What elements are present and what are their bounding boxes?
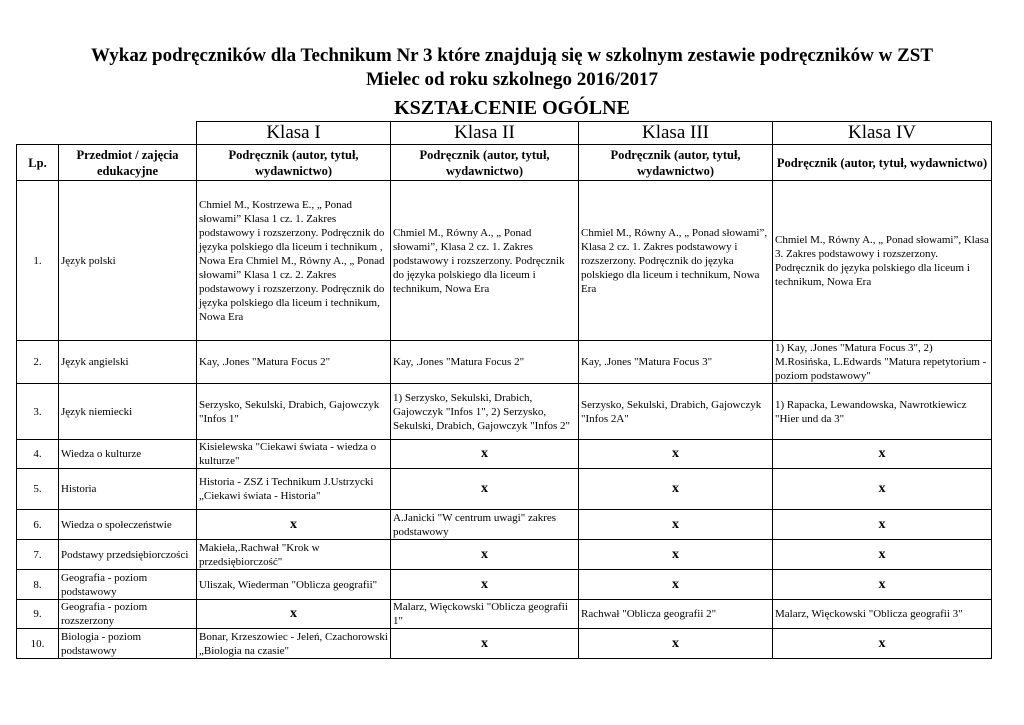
textbook-cell-klasa-4: Malarz, Więckowski "Oblicza geografii 3" bbox=[773, 600, 992, 629]
textbook-cell-klasa-3: Kay, .Jones "Matura Focus 3" bbox=[579, 341, 773, 384]
row-number: 8. bbox=[17, 570, 59, 600]
not-applicable-mark: x bbox=[579, 570, 773, 600]
textbook-table bbox=[16, 121, 992, 659]
not-applicable-mark: x bbox=[579, 540, 773, 570]
header-lp: Lp. bbox=[17, 145, 59, 181]
not-applicable-mark: x bbox=[391, 440, 579, 469]
header-book-klasa-1: Podręcznik (autor, tytuł, wydawnictwo) bbox=[197, 145, 391, 181]
header-subject: Przedmiot / zajęcia edukacyjne bbox=[59, 145, 197, 181]
textbook-cell-klasa-1: Uliszak, Wiederman "Oblicza geografii" bbox=[197, 570, 391, 600]
textbook-cell-klasa-1: Makieła,.Rachwał "Krok w przedsiębiorczość" bbox=[197, 540, 391, 570]
table-row bbox=[17, 440, 992, 469]
subject-cell: Język niemiecki bbox=[59, 384, 197, 440]
not-applicable-mark: x bbox=[579, 440, 773, 469]
textbook-cell-klasa-3: Rachwał "Oblicza geografii 2" bbox=[579, 600, 773, 629]
header-book-klasa-4: Podręcznik (autor, tytuł, wydawnictwo) bbox=[773, 145, 992, 181]
textbook-cell-klasa-1: Historia - ZSZ i Technikum J.Ustrzycki „Ciekawi świata - Historia" bbox=[197, 469, 391, 510]
header-klasa-1: Klasa I bbox=[197, 122, 391, 145]
textbook-cell-klasa-2: Kay, .Jones "Matura Focus 2" bbox=[391, 341, 579, 384]
subject-cell: Wiedza o kulturze bbox=[59, 440, 197, 469]
textbook-cell-klasa-4: 1) Kay, .Jones "Matura Focus 3", 2) M.Rosińska, L.Edwards "Matura repetytorium - poziom podstawowy" bbox=[773, 341, 992, 384]
not-applicable-mark: x bbox=[773, 510, 992, 540]
row-number: 3. bbox=[17, 384, 59, 440]
document-title-line-2: Mielec od roku szkolnego 2016/2017 bbox=[365, 69, 659, 90]
textbook-cell-klasa-2: 1) Serzysko, Sekulski, Drabich, Gajowczyk "Infos 1", 2) Serzysko, Sekulski, Drabich, Gajowczyk "Infos 2" bbox=[391, 384, 579, 440]
not-applicable-mark: x bbox=[773, 570, 992, 600]
subject-cell: Geografia - poziom podstawowy bbox=[59, 570, 197, 600]
table-row bbox=[17, 510, 992, 540]
textbook-cell-klasa-2: A.Janicki "W centrum uwagi" zakres podstawowy bbox=[391, 510, 579, 540]
row-number: 5. bbox=[17, 469, 59, 510]
textbook-cell-klasa-2: Chmiel M., Równy A., „ Ponad słowami”, Klasa 2 cz. 1. Zakres podstawowy i rozszerzony. Podręcznik do języka polskiego dla liceum i technikum, Nowa Era bbox=[391, 181, 579, 341]
table-row bbox=[17, 181, 992, 341]
textbook-cell-klasa-3: Chmiel M., Równy A., „ Ponad słowami”, Klasa 2 cz. 1. Zakres podstawowy i rozszerzony. Podręcznik do języka polskiego dla liceum i technikum, Nowa Era bbox=[579, 181, 773, 341]
row-number: 9. bbox=[17, 600, 59, 629]
not-applicable-mark: x bbox=[773, 540, 992, 570]
not-applicable-mark: x bbox=[391, 570, 579, 600]
textbook-cell-klasa-2: Malarz, Więckowski "Oblicza geografii 1" bbox=[391, 600, 579, 629]
subject-cell: Język angielski bbox=[59, 341, 197, 384]
not-applicable-mark: x bbox=[773, 440, 992, 469]
table-row bbox=[17, 341, 992, 384]
table-row bbox=[17, 629, 992, 659]
table-row bbox=[17, 384, 992, 440]
not-applicable-mark: x bbox=[773, 629, 992, 659]
not-applicable-mark: x bbox=[579, 629, 773, 659]
not-applicable-mark: x bbox=[197, 510, 391, 540]
not-applicable-mark: x bbox=[579, 469, 773, 510]
header-klasa-2: Klasa II bbox=[391, 122, 579, 145]
table-row bbox=[17, 469, 992, 510]
row-number: 10. bbox=[17, 629, 59, 659]
not-applicable-mark: x bbox=[197, 600, 391, 629]
table-row bbox=[17, 600, 992, 629]
table-row bbox=[17, 540, 992, 570]
section-heading: KSZTAŁCENIE OGÓLNE bbox=[394, 97, 630, 119]
row-number: 7. bbox=[17, 540, 59, 570]
row-number: 4. bbox=[17, 440, 59, 469]
subject-cell: Język polski bbox=[59, 181, 197, 341]
textbook-cell-klasa-1: Bonar, Krzeszowiec - Jeleń, Czachorowski „Biologia na czasie" bbox=[197, 629, 391, 659]
header-book-klasa-2: Podręcznik (autor, tytuł, wydawnictwo) bbox=[391, 145, 579, 181]
textbook-cell-klasa-4: Chmiel M., Równy A., „ Ponad słowami”, Klasa 3. Zakres podstawowy i rozszerzony. Podręcznik do języka polskiego dla liceum i technikum, Nowa Era bbox=[773, 181, 992, 341]
not-applicable-mark: x bbox=[579, 510, 773, 540]
textbook-cell-klasa-1: Chmiel M., Kostrzewa E., „ Ponad słowami” Klasa 1 cz. 1. Zakres podstawowy i rozszerzony. Podręcznik do języka polskiego dla liceum i technikum , Nowa Era Chmiel M., Równy A., „ Ponad słowami” Klasa 1 cz. 2. Zakres podstawowy i rozszerzony. Podręcznik do języka polskiego dla liceum i technikum, Nowa Era bbox=[197, 181, 391, 341]
header-klasa-4: Klasa IV bbox=[773, 122, 992, 145]
header-book-klasa-3: Podręcznik (autor, tytuł, wydawnictwo) bbox=[579, 145, 773, 181]
not-applicable-mark: x bbox=[391, 469, 579, 510]
header-blank-cell bbox=[17, 122, 197, 145]
subject-cell: Biologia - poziom podstawowy bbox=[59, 629, 197, 659]
row-number: 1. bbox=[17, 181, 59, 341]
not-applicable-mark: x bbox=[391, 540, 579, 570]
header-klasa-3: Klasa III bbox=[579, 122, 773, 145]
not-applicable-mark: x bbox=[391, 629, 579, 659]
row-number: 2. bbox=[17, 341, 59, 384]
textbook-cell-klasa-3: Serzysko, Sekulski, Drabich, Gajowczyk "Infos 2A" bbox=[579, 384, 773, 440]
document-title-line-1: Wykaz podręczników dla Technikum Nr 3 które znajdują się w szkolnym zestawie podręczników w ZST bbox=[90, 45, 934, 66]
textbook-cell-klasa-1: Serzysko, Sekulski, Drabich, Gajowczyk "Infos 1" bbox=[197, 384, 391, 440]
textbook-cell-klasa-1: Kisielewska "Ciekawi świata - wiedza o kulturze" bbox=[197, 440, 391, 469]
textbook-cell-klasa-4: 1) Rapacka, Lewandowska, Nawrotkiewicz "Hier und da 3" bbox=[773, 384, 992, 440]
row-number: 6. bbox=[17, 510, 59, 540]
table-row bbox=[17, 570, 992, 600]
subject-cell: Podstawy przedsiębiorczości bbox=[59, 540, 197, 570]
textbook-cell-klasa-1: Kay, .Jones "Matura Focus 2" bbox=[197, 341, 391, 384]
not-applicable-mark: x bbox=[773, 469, 992, 510]
subject-cell: Wiedza o społeczeństwie bbox=[59, 510, 197, 540]
subject-cell: Geografia - poziom rozszerzony bbox=[59, 600, 197, 629]
subject-cell: Historia bbox=[59, 469, 197, 510]
